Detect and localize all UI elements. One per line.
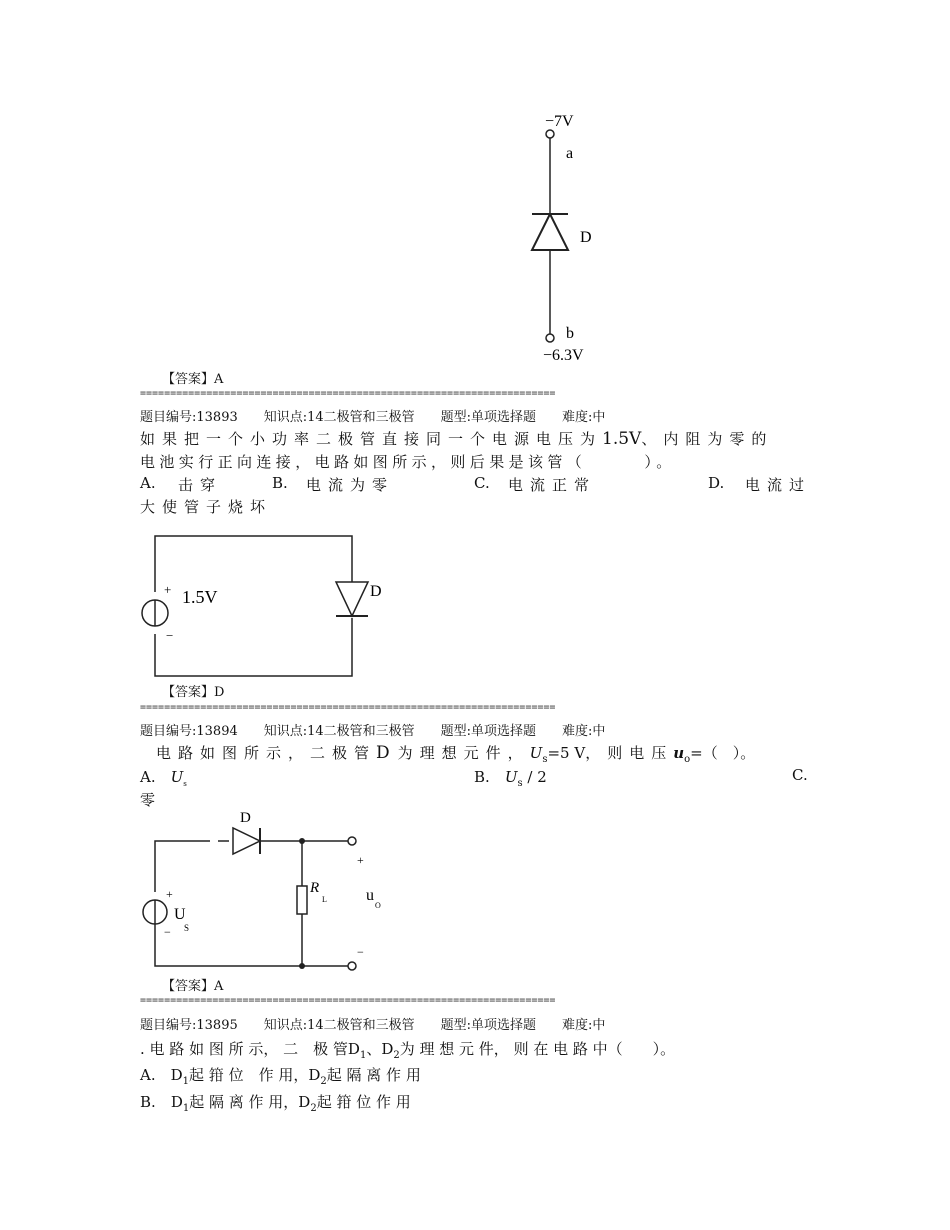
question-13895-option-a: A. $D_1$起 箝 位 作 用，$D_2$起 隔 离 作 用: [140, 1066, 421, 1087]
source-minus: −: [164, 925, 171, 939]
separator-2: =====================================================================: [140, 702, 556, 713]
source-plus: +: [164, 582, 172, 597]
source-us-sub: S: [184, 923, 190, 933]
circuit-figure-3: [138, 808, 398, 976]
resistor-sub: L: [322, 895, 327, 904]
question-13895-meta: 题目编号:13895 知识点:14二极管和三极管 题型:单项选择题 难度:中: [140, 1018, 606, 1033]
question-13894-meta: 题目编号:13894 知识点:14二极管和三极管 题型:单项选择题 难度:中: [140, 724, 606, 739]
diode-figure-1: [520, 108, 620, 370]
output-plus: +: [357, 853, 364, 867]
question-13893-line4: 大使管子烧坏: [140, 498, 273, 516]
option-b-label: B.: [272, 474, 288, 492]
option-c-text: 电流正常: [508, 476, 597, 494]
option-d-text: 电流过: [745, 476, 812, 494]
diode-label: D: [370, 583, 382, 600]
output-minus: −: [357, 945, 364, 959]
separator-1: =====================================================================: [140, 388, 556, 399]
resistor-label: R: [310, 880, 320, 896]
answer-2: 【答案】D: [162, 685, 225, 700]
option-a: A. $U_s$: [140, 768, 187, 788]
option-a-text: 击穿: [178, 476, 223, 494]
option-b: B. $U_s / 2$: [474, 768, 547, 789]
option-a-label: A.: [140, 474, 156, 492]
node-b-label: b: [566, 325, 574, 342]
question-13893-line2: 电池实行正向连接，电路如图所示，则后果是该管（ ）。: [140, 453, 676, 471]
question-13893-text-tail: 、内阻为零的: [641, 430, 774, 448]
answer-1: 【答案】A: [162, 372, 224, 387]
option-c-label: C.: [792, 766, 808, 784]
output-uo-sub: O: [375, 901, 381, 910]
option-c-text: 零: [140, 791, 156, 809]
question-13893-line1: [140, 428, 773, 449]
option-c-label: C.: [474, 474, 490, 492]
node-a-label: a: [566, 145, 574, 162]
question-13893-voltage: 1.5V: [602, 429, 642, 449]
diode-label: D: [580, 229, 592, 246]
source-minus: −: [166, 628, 174, 643]
question-13893-text: 如果把一个小功率二极管直接同一个电源电压为: [140, 430, 603, 448]
bottom-voltage-label: −6.3V: [543, 347, 584, 364]
source-us: U: [174, 906, 186, 923]
option-b-text: 电流为零: [306, 476, 395, 494]
option-d-label: D.: [708, 474, 725, 492]
question-13895-stem: . 电 路 如 图 所 示， 二 极 管$D_1$、$D_2$为 理 想 元 件， 则 在 电 路 中（ ）。: [140, 1040, 676, 1061]
question-13895-option-b: B. $D_1$起 隔 离 作 用，$D_2$起 箝 位 作 用: [140, 1093, 411, 1114]
separator-3: =====================================================================: [140, 995, 556, 1006]
circuit-figure-2: [138, 530, 382, 682]
diode-label: D: [240, 810, 251, 826]
question-13894-stem: 电路如图所示，二极管D 为理想元件，$U_s=5$ V，则电压$u_o=$（ ）。: [156, 743, 756, 765]
top-voltage-label: −7V: [545, 113, 574, 130]
source-plus: +: [166, 887, 173, 901]
output-uo: u: [366, 887, 374, 904]
source-voltage: 1.5V: [182, 587, 218, 607]
question-13893-meta: 题目编号:13893 知识点:14二极管和三极管 题型:单项选择题 难度:中: [140, 410, 606, 425]
answer-3: 【答案】A: [162, 979, 224, 994]
